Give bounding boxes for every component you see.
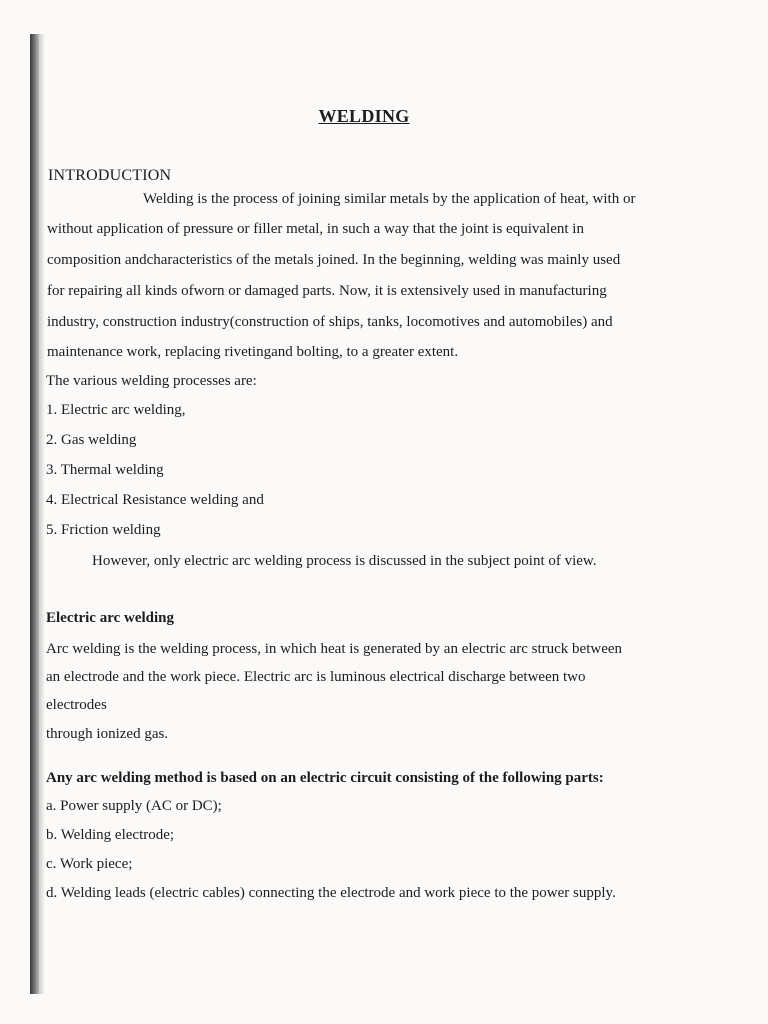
intro-line: for repairing all kinds ofworn or damaged parts. Now, it is extensively used in manufacturing	[47, 283, 607, 299]
circuit-list-item: c. Work piece;	[46, 856, 133, 872]
process-list-item: 4. Electrical Resistance welding and	[46, 492, 264, 508]
intro-line: industry, construction industry(construction of ships, tanks, locomotives and automobiles) and	[47, 314, 613, 330]
electric-arc-line: electrodes	[46, 697, 107, 713]
intro-line: maintenance work, replacing rivetingand bolting, to a greater extent.	[47, 344, 459, 360]
electric-arc-line: an electrode and the work piece. Electric arc is luminous electrical discharge between two	[46, 669, 586, 685]
processes-note: However, only electric arc welding process is discussed in the subject point of view.	[92, 553, 597, 569]
processes-intro: The various welding processes are:	[46, 373, 257, 389]
binding-shadow	[39, 34, 45, 994]
intro-line: Welding is the process of joining similar metals by the application of heat, with or	[143, 191, 636, 207]
binding-edge	[30, 34, 39, 994]
document-title: WELDING	[318, 106, 410, 126]
process-list-item: 5. Friction welding	[46, 522, 161, 538]
circuit-heading: Any arc welding method is based on an electric circuit consisting of the following parts:	[46, 770, 604, 786]
circuit-list-item: b. Welding electrode;	[46, 827, 175, 843]
process-list-item: 3. Thermal welding	[46, 462, 164, 478]
intro-line: composition andcharacteristics of the metals joined. In the beginning, welding was mainly used	[47, 252, 621, 268]
intro-line: without application of pressure or filler metal, in such a way that the joint is equivalent in	[47, 221, 584, 237]
electric-arc-line: Arc welding is the welding process, in which heat is generated by an electric arc struck between	[46, 641, 623, 657]
circuit-list-item: d. Welding leads (electric cables) connecting the electrode and work piece to the power supply.	[46, 885, 616, 901]
electric-arc-heading: Electric arc welding	[46, 610, 175, 626]
introduction-heading: INTRODUCTION	[48, 167, 172, 184]
process-list-item: 1. Electric arc welding,	[46, 402, 186, 418]
circuit-list-item: a. Power supply (AC or DC);	[46, 798, 222, 814]
process-list-item: 2. Gas welding	[46, 432, 137, 448]
electric-arc-line: through ionized gas.	[46, 726, 169, 742]
